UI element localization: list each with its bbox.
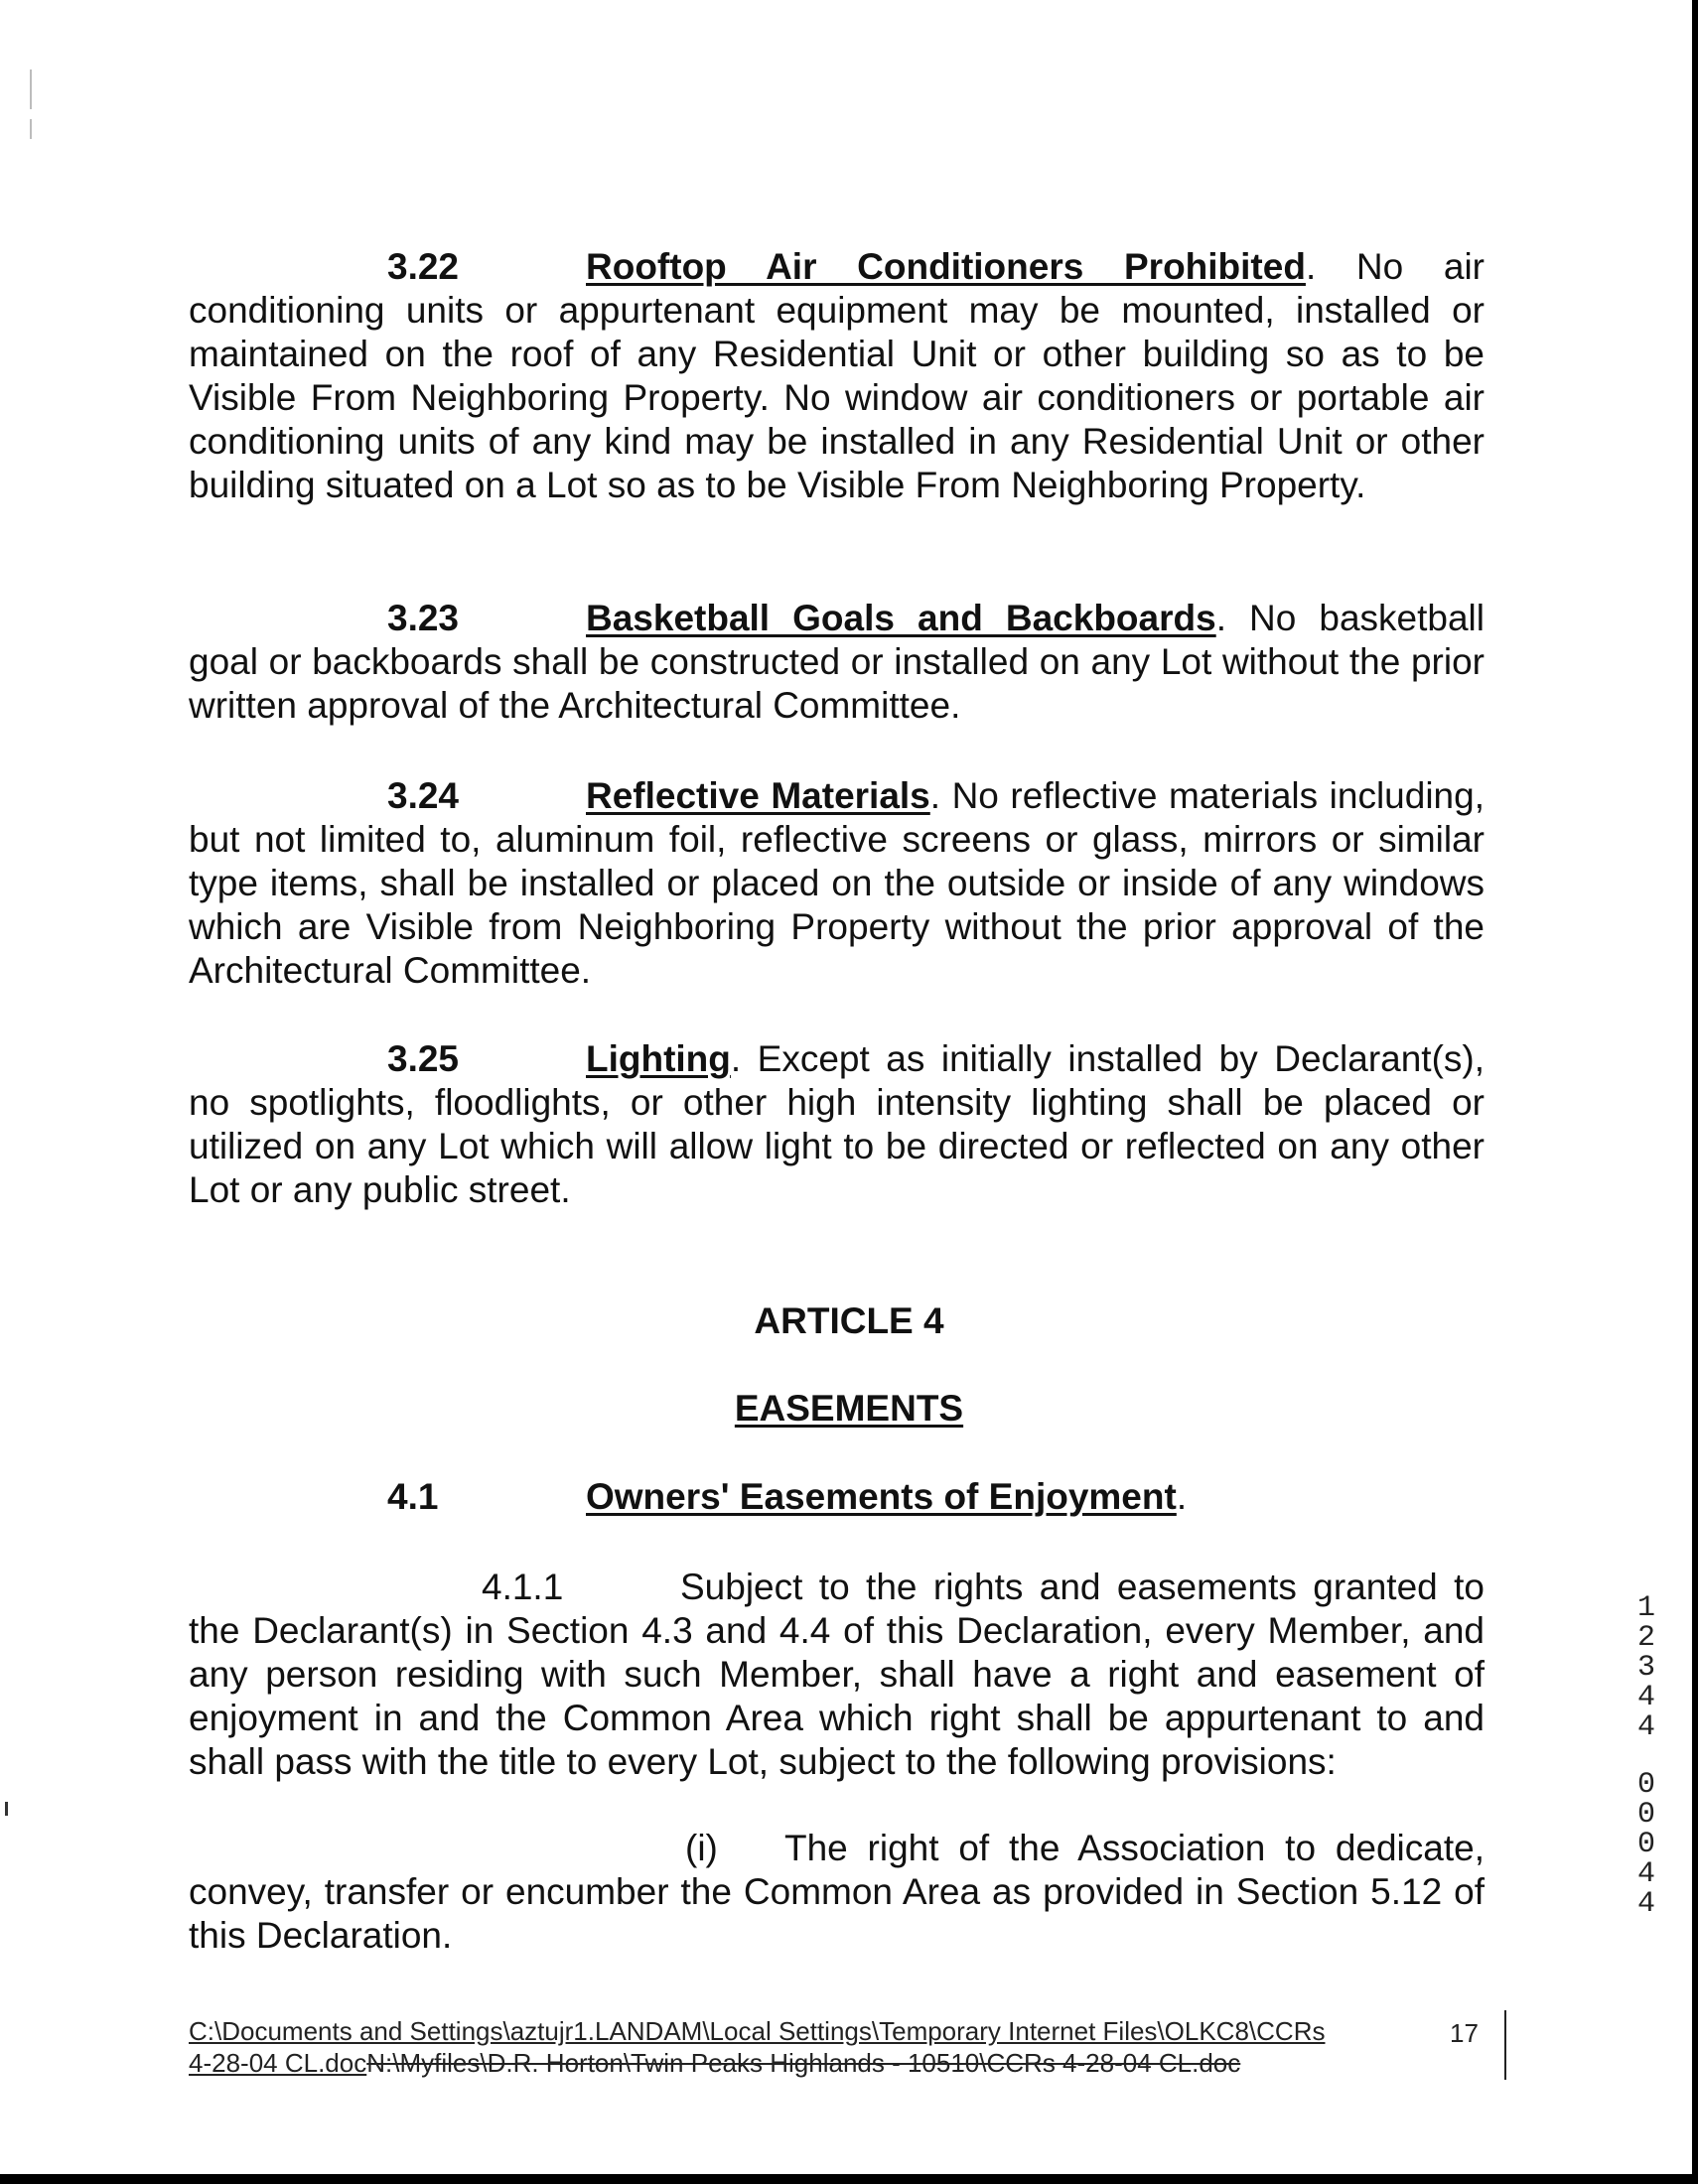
item-number: (i) <box>685 1828 718 1868</box>
section-number: 3.23 <box>387 598 460 638</box>
section-3-22 <box>189 245 1485 507</box>
section-title: Rooftop Air Conditioners Prohibited <box>586 246 1306 287</box>
bates-digit: 4 <box>1636 1887 1655 1921</box>
section-body: . No basketball goal or backboards shall be constructed or installed on any Lot without the prior written approval of the Architectural Committee. <box>189 598 1485 726</box>
footer-path-line-1: C:\Documents and Settings\aztujr1.LANDAM\Local Settings\Temporary Internet Files\OLKC8\CCRs <box>189 2016 1326 2046</box>
section-number: 3.24 <box>387 775 460 816</box>
bates-digit: 4 <box>1636 1857 1655 1891</box>
bates-number <box>1628 1593 1664 1919</box>
section-3-23 <box>189 597 1485 728</box>
scan-edge-right <box>1692 0 1698 2184</box>
section-title: Reflective Materials <box>586 775 930 816</box>
page-number-divider <box>1504 2010 1506 2080</box>
page-number: 17 <box>1450 2018 1479 2048</box>
section-title-period: . <box>1176 1476 1188 1517</box>
bates-digit: 4 <box>1636 1710 1655 1744</box>
section-title: Lighting <box>586 1038 731 1079</box>
article-label: ARTICLE 4 <box>754 1300 944 1341</box>
bates-digit: 1 <box>1636 1591 1655 1625</box>
footer-file-path <box>189 2015 1440 2079</box>
item-body: The right of the Association to dedicate, convey, transfer or encumber the Common Area as provided in Section 5.12 of this Declaration. <box>189 1828 1485 1956</box>
section-title: Basketball Goals and Backboards <box>586 598 1216 638</box>
bates-digit: 0 <box>1636 1828 1655 1861</box>
section-3-24 <box>189 774 1485 993</box>
subsection-4-1-1 <box>189 1566 1485 1784</box>
item-i <box>189 1827 1485 1958</box>
footer-path-line-2-doc: 4-28-04 CL.doc <box>189 2048 367 2078</box>
bates-digit: 2 <box>1636 1621 1655 1655</box>
subsection-number: 4.1.1 <box>482 1567 564 1607</box>
bates-digit: 3 <box>1636 1651 1655 1685</box>
section-number: 3.22 <box>387 246 460 287</box>
bates-digit: 0 <box>1636 1798 1655 1832</box>
section-title: Owners' Easements of Enjoyment <box>586 1476 1177 1517</box>
subsection-body: Subject to the rights and easements granted to the Declarant(s) in Section 4.3 and 4.4 of this Declaration, every Member, and any person residing with such Member, shall have a right and easement of enjoyment in and the Common Area which right shall be appurtenant to and shall pass with the title to every Lot, subject to the following provisions: <box>189 1567 1485 1782</box>
scan-artifact <box>30 69 32 109</box>
section-body: . No reflective materials including, but not limited to, aluminum foil, reflective screens or glass, mirrors or similar type items, shall be installed or placed on the outside or inside of any windows which are Visible from Neighboring Property without the prior approval of the Architectural Committee. <box>189 775 1485 991</box>
section-number: 4.1 <box>387 1476 439 1517</box>
section-4-1-heading <box>387 1476 1187 1518</box>
scan-edge-bottom <box>0 2174 1698 2184</box>
bates-gap <box>1628 1742 1664 1770</box>
scan-artifact <box>30 119 32 139</box>
bates-digit: 0 <box>1636 1768 1655 1802</box>
scan-artifact <box>5 1802 8 1816</box>
bates-digit: 4 <box>1636 1681 1655 1714</box>
section-body: . Except as initially installed by Declarant(s), no spotlights, floodlights, or other high intensity lighting shall be placed or utilized on any Lot which will allow light to be directed or reflected on any other Lot or any public street. <box>189 1038 1485 1210</box>
footer-path-line-2-struck: N:\Myfiles\D.R. Horton\Twin Peaks Highlands - 10510\CCRs 4-28-04 CL.doc <box>366 2048 1241 2078</box>
section-number: 3.25 <box>387 1038 460 1079</box>
section-body: . No air conditioning units or appurtenant equipment may be mounted, installed or maintained on the roof of any Residential Unit or other building so as to be Visible From Neighboring Property. No window air conditioners or portable air conditioning units of any kind may be installed in any Residential Unit or other building situated on a Lot so as to be Visible From Neighboring Property. <box>189 246 1485 505</box>
section-3-25 <box>189 1037 1485 1212</box>
article-title: EASEMENTS <box>734 1388 964 1429</box>
